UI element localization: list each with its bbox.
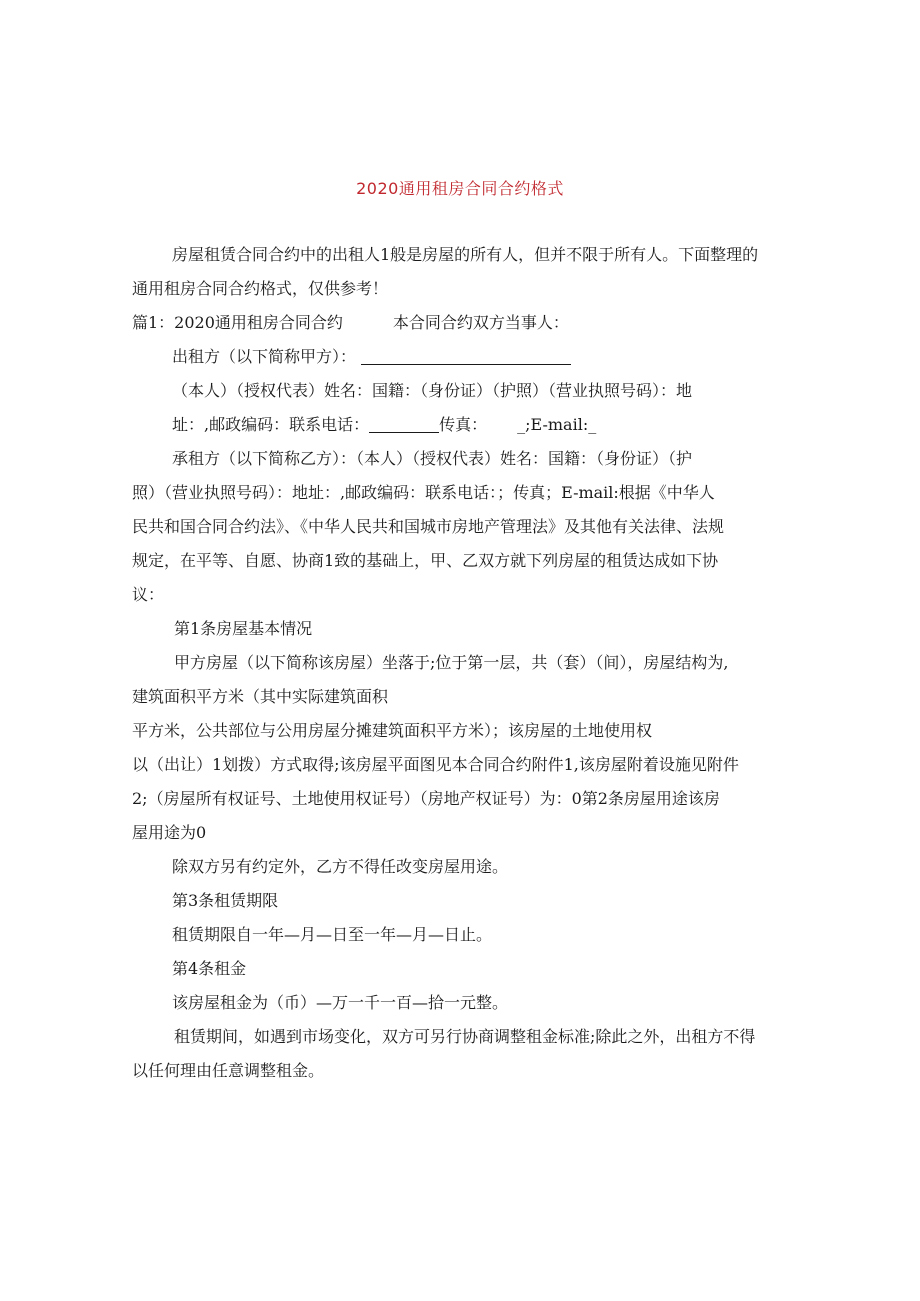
- lessee-line-2: 照）（营业执照号码）：地址：,邮政编码：联系电话：；传真；E-mail:根据《中华人: [132, 483, 715, 502]
- section-heading-line: [132, 306, 792, 340]
- article-1-line-5: 2;（房屋所有权证号、土地使用权证号）（房地产权证号）为：0第2条房屋用途该房: [132, 789, 720, 808]
- lessor-address-text: 址：,邮政编码：联系电话：: [172, 415, 370, 434]
- article-4-line-1: 该房屋租金为（币）—万一千一百—拾一元整。: [172, 993, 509, 1012]
- intro-line-2: 通用租房合同合约格式，仅供参考！: [132, 279, 389, 298]
- document-title: 2020通用租房合同合约格式: [356, 179, 564, 198]
- lessor-phone-blank: [369, 414, 439, 433]
- article-1-line-2: 建筑面积平方米（其中实际建筑面积: [132, 687, 389, 706]
- article-1-line-1: 甲方房屋（以下简称该房屋）坐落于;位于第一层，共（套）（间），房屋结构为,: [174, 653, 729, 672]
- article-1-line-6: 屋用途为0: [132, 823, 207, 842]
- article-1-line-3: 平方米，公共部位与公用房屋分摊建筑面积平方米）；该房屋的土地使用权: [132, 721, 653, 740]
- lessee-line-3: 民共和国合同合约法》、《中华人民共和国城市房地产管理法》及其他有关法律、法规: [132, 517, 725, 536]
- lessee-line-4: 规定，在平等、自愿、协商1致的基础上，甲、乙双方就下列房屋的租赁达成如下协: [132, 551, 719, 570]
- article-1-line-4: 以（出让）1划拨）方式取得;该房屋平面图见本合同合约附件1,该房屋附着设施见附件: [132, 755, 739, 774]
- lessor-name-blank: [361, 346, 571, 365]
- section-heading: 篇1：2020通用租房合同合约: [132, 313, 343, 332]
- lessor-fax-label: 传真：: [439, 415, 488, 434]
- lessor-label-line: [132, 340, 792, 374]
- article-4-line-3: 以任何理由任意调整租金。: [132, 1061, 325, 1080]
- lessor-email-text: _;E-mail:_: [517, 415, 597, 434]
- article-3-heading: 第3条租赁期限: [172, 891, 279, 910]
- lessor-info-line-1: （本人）（授权代表）姓名：国籍：（身份证）（护照）（营业执照号码）：地: [172, 381, 693, 400]
- article-1-heading: 第1条房屋基本情况: [174, 619, 313, 638]
- lessor-info-line-2: [132, 408, 792, 442]
- article-3-line: 租赁期限自一年—月—日至一年—月—日止。: [172, 925, 493, 944]
- lessee-line-5: 议：: [132, 585, 165, 604]
- section-heading-parties: 本合同合约双方当事人：: [392, 313, 569, 332]
- document-body: [132, 238, 792, 1088]
- article-4-line-2: 租赁期间，如遇到市场变化，双方可另行协商调整租金标准;除此之外，出租方不得: [174, 1027, 756, 1046]
- lessee-line-1: 承租方（以下简称乙方）：（本人）（授权代表）姓名：国籍：（身份证）（护: [172, 449, 693, 468]
- article-4-heading: 第4条租金: [172, 959, 247, 978]
- lessor-label: 出租方（以下简称甲方）：: [172, 347, 357, 366]
- intro-line-1: 房屋租赁合同合约中的出租人1般是房屋的所有人，但并不限于所有人。下面整理的: [172, 245, 759, 264]
- article-2-line: 除双方另有约定外，乙方不得任改变房屋用途。: [172, 857, 509, 876]
